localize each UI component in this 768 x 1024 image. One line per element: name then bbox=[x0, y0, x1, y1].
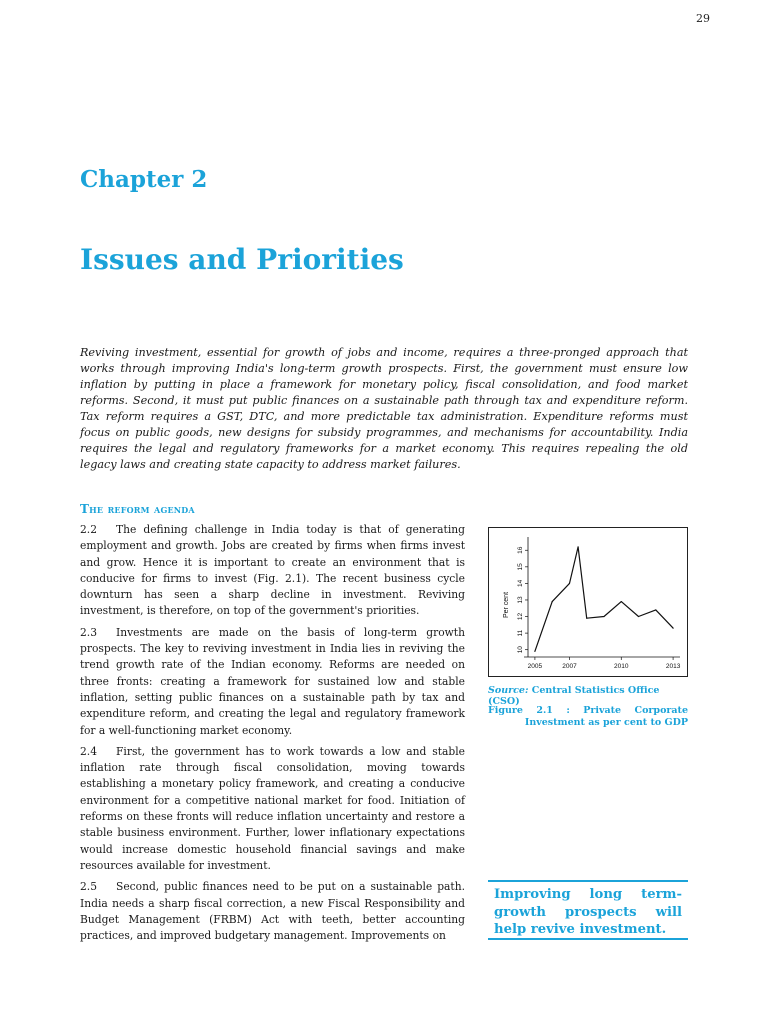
data-point bbox=[621, 601, 622, 602]
x-tick-label: 2010 bbox=[614, 663, 629, 670]
paragraph-text: Second, public finances need to be put on a sustainable path. India needs a sharp fiscal correction, a new Fiscal Responsibility and Budget Management (FRBM) Act with teeth, better accounting practices, and improved budgetary management. Improvements on bbox=[80, 880, 465, 943]
chapter-abstract: Reviving investment, essential for growth of jobs and income, requires a three-pronged approach that works through improving India's long-term growth prospects. First, the government must ensure low inflation by putting in place a framework for monetary policy, fiscal consolidation, and food market reforms. Second, it must put public finances on a sustainable path through tax and expenditure reform. Tax reform requires a GST, DTC, and more predictable tax administration. Expenditure reforms must focus on public goods, new designs for subsidy programmes, and mechanisms for accountability. India requires the legal and regulatory frameworks for a market economy. This requires repealing the old legacy laws and creating state capacity to address market failures. bbox=[80, 346, 688, 471]
pull-quote: Improving long term-growth prospects will help revive investment. bbox=[488, 880, 688, 940]
y-tick-label: 13 bbox=[517, 596, 524, 604]
figure-caption: Figure 2.1 : Private Corporate Investment as per cent to GDP bbox=[488, 705, 688, 728]
y-tick-label: 15 bbox=[517, 563, 524, 571]
x-tick-label: 2007 bbox=[562, 663, 577, 670]
source-text: Central Statistics Office (CSO) bbox=[488, 685, 660, 707]
paragraph-number: 2.2 bbox=[80, 523, 97, 536]
source-label: Source: bbox=[488, 685, 529, 696]
paragraph-text: The defining challenge in India today is that of generating employment and growth. Jobs are created by firms when firms invest and grow. Hence it is important to create an environment that is conducive for firms to invest (Fig. 2.1). The recent business cycle downturn has seen a sharp decline in investment. Reviving investment, is therefore, on top of the government's priorities. bbox=[80, 523, 465, 618]
y-tick-label: 11 bbox=[517, 629, 524, 637]
data-point bbox=[586, 618, 587, 619]
chapter-label: Chapter 2 bbox=[80, 166, 208, 193]
data-point bbox=[534, 651, 535, 652]
body-column bbox=[80, 522, 465, 949]
paragraph-2-3 bbox=[80, 625, 465, 739]
paragraph-number: 2.3 bbox=[80, 625, 97, 639]
paragraph-2-4 bbox=[80, 744, 465, 874]
y-tick-label: 12 bbox=[517, 612, 524, 621]
paragraph-2-2 bbox=[80, 522, 465, 620]
data-point bbox=[672, 628, 673, 629]
data-point bbox=[603, 616, 604, 617]
data-point bbox=[552, 601, 553, 602]
section-heading: The reform agenda bbox=[80, 502, 195, 516]
x-tick-label: 2005 bbox=[527, 663, 543, 670]
chapter-title: Issues and Priorities bbox=[80, 243, 404, 276]
chart-y-axis-label: Per cent bbox=[503, 591, 510, 619]
chart-svg bbox=[488, 527, 688, 677]
y-tick-label: 16 bbox=[517, 546, 524, 554]
paragraph-number: 2.4 bbox=[80, 744, 97, 758]
data-point bbox=[638, 616, 639, 617]
paragraph-number: 2.5 bbox=[80, 880, 97, 894]
data-point bbox=[655, 609, 656, 610]
page-number: 29 bbox=[696, 12, 710, 25]
data-point bbox=[577, 546, 578, 547]
investment-chart bbox=[488, 527, 688, 677]
paragraph-2-5 bbox=[80, 879, 465, 944]
x-tick-label: 2013 bbox=[665, 663, 681, 670]
paragraph-text: First, the government has to work towards a low and stable inflation rate through fiscal consolidation, moving towards establishing a monetary policy framework, and creating a conducive environment for a competitive national market for food. Initiation of reforms on these fronts will reduce inflation uncertainty and restore a stable business environment. Further, lower inflationary expectations would increase domestic household financial savings and make resources available for investment. bbox=[80, 744, 465, 872]
y-tick-label: 14 bbox=[517, 579, 524, 588]
figure-source bbox=[488, 685, 688, 707]
data-point bbox=[569, 583, 570, 584]
paragraph-text: Investments are made on the basis of long-term growth prospects. The key to reviving investment in India lies in reviving the trend growth rate of the Indian economy. Reforms are needed on three fronts: creating a framework for sustained low and stable inflation, setting public finances on a sustainable path by tax and expenditure reform, and creating the legal and regulatory framework for a well-functioning market economy. bbox=[80, 625, 465, 737]
y-tick-label: 10 bbox=[517, 646, 524, 654]
